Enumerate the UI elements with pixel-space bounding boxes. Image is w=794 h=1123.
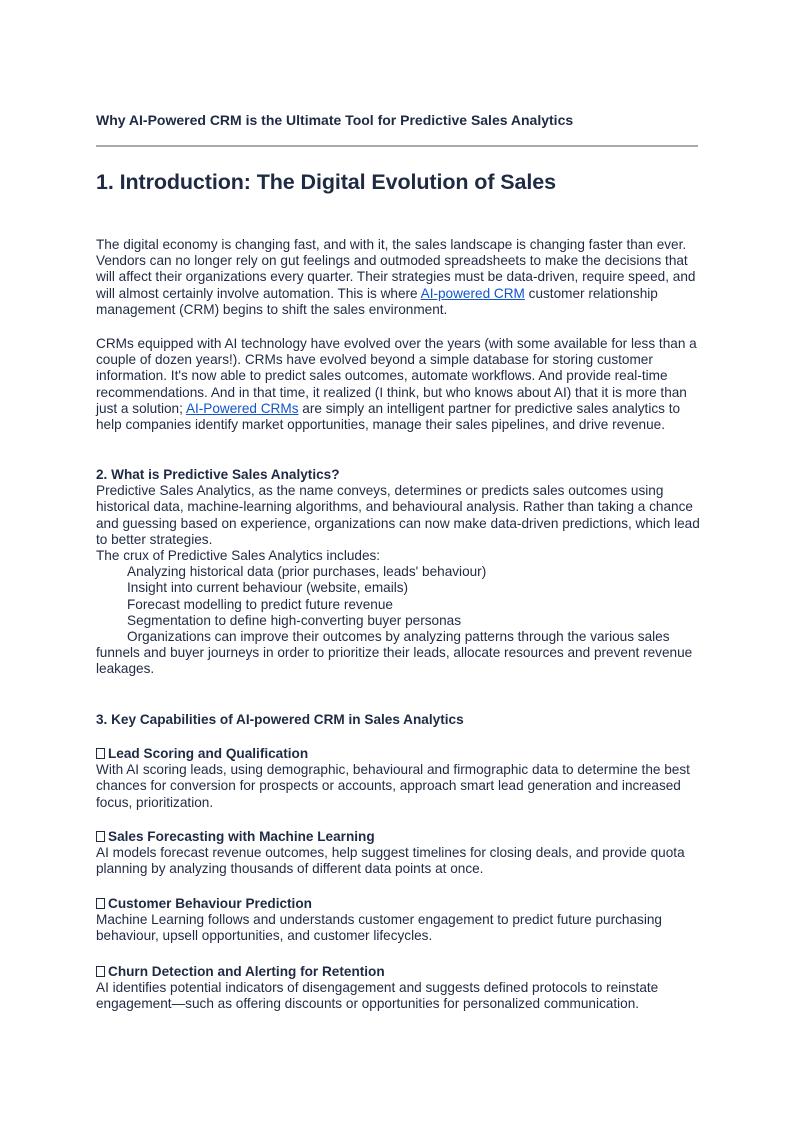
- document-title: Why AI-Powered CRM is the Ultimate Tool for Predictive Sales Analytics: [96, 112, 574, 128]
- capability-body: With AI scoring leads, using demographic, behavioural and firmographic data to determine the best chances for conversion for prospects or accounts, approach smart lead generation and increased focus, prioritization.: [96, 762, 690, 810]
- missing-glyph-icon: [96, 748, 105, 759]
- capability-lead-scoring: [96, 746, 700, 811]
- section-2-closing: Organizations can improve their outcomes by analyzing patterns through the various sales funnels and buyer journeys in order to prioritize their leads, allocate resources and prevent revenue leakages.: [96, 629, 693, 677]
- capability-body: Machine Learning follows and understands customer engagement to predict future purchasing behaviour, upsell opportunities, and customer lifecycles.: [96, 912, 662, 944]
- intro-heading: 1. Introduction: The Digital Evolution of Sales: [96, 170, 556, 194]
- capability-sales-forecasting: [96, 829, 700, 878]
- intro-paragraph-2: [96, 336, 700, 433]
- horizontal-rule: [96, 145, 698, 147]
- list-item: Analyzing historical data (prior purchases, leads' behaviour): [127, 564, 487, 580]
- list-item: Insight into current behaviour (website, emails): [127, 580, 409, 596]
- capability-behaviour-prediction: [96, 896, 700, 945]
- capability-body: AI models forecast revenue outcomes, help suggest timelines for closing deals, and provide quota planning by analyzing thousands of different data points at once.: [96, 845, 685, 877]
- list-item: Forecast modelling to predict future revenue: [127, 596, 393, 612]
- missing-glyph-icon: [96, 831, 105, 842]
- intro-p1-text-b: customer relationship management (CRM) begins to shift the sales environment.: [96, 285, 658, 317]
- intro-paragraph-1: [96, 237, 700, 318]
- ai-powered-crm-link[interactable]: AI-powered CRM: [420, 285, 525, 301]
- capability-body: AI identifies potential indicators of disengagement and suggests defined protocols to reinstate engagement—such as offering discounts or opportunities for personalized communication.: [96, 980, 659, 1012]
- missing-glyph-icon: [96, 966, 105, 977]
- section-3: [96, 712, 700, 728]
- section-3-heading: 3. Key Capabilities of AI-powered CRM in Sales Analytics: [96, 712, 464, 727]
- intro-p2-text-a: CRMs equipped with AI technology have evolved over the years (with some available for less than a couple of dozen years!). CRMs have evolved beyond a simple database for storing customer information. It's now able to predict sales outcomes, automate workflows. And provide real-time recommendations. And in that time, it realized (I think, but who knows about AI) that it is more than just a solution;: [96, 336, 697, 416]
- capability-title: Sales Forecasting with Machine Learning: [108, 829, 375, 844]
- capability-title: Customer Behaviour Prediction: [108, 896, 312, 911]
- section-2-paragraph: Predictive Sales Analytics, as the name conveys, determines or predicts sales outcomes using historical data, machine-learning algorithms, and behavioural analysis. Rather than taking a chance and guessing based on experience, organizations can now make data-driven predictions, which lead to better strategies.: [96, 483, 700, 547]
- section-2: [96, 467, 700, 678]
- capability-title: Churn Detection and Alerting for Retention: [108, 964, 385, 979]
- section-2-heading: 2. What is Predictive Sales Analytics?: [96, 467, 340, 482]
- capability-churn-detection: [96, 964, 700, 1013]
- intro-p2-text-b: are simply an intelligent partner for predictive sales analytics to help companies identify market opportunities, manage their sales pipelines, and drive revenue.: [96, 400, 681, 433]
- list-item: Segmentation to define high-converting buyer personas: [127, 612, 462, 628]
- ai-powered-crms-link[interactable]: AI-Powered CRMs: [185, 400, 299, 416]
- section-2-crux: The crux of Predictive Sales Analytics includes:: [96, 548, 381, 564]
- capability-title: Lead Scoring and Qualification: [108, 746, 309, 761]
- missing-glyph-icon: [96, 898, 105, 909]
- intro-p1-text-a: The digital economy is changing fast, and with it, the sales landscape is changing faster than ever. Vendors can no longer rely on gut feelings and outmoded spreadsheets to make the decisions that will affect their organizations every quarter. Their strategies must be data-driven, require speed, and will almost certainly involve automation. This is where: [96, 237, 696, 301]
